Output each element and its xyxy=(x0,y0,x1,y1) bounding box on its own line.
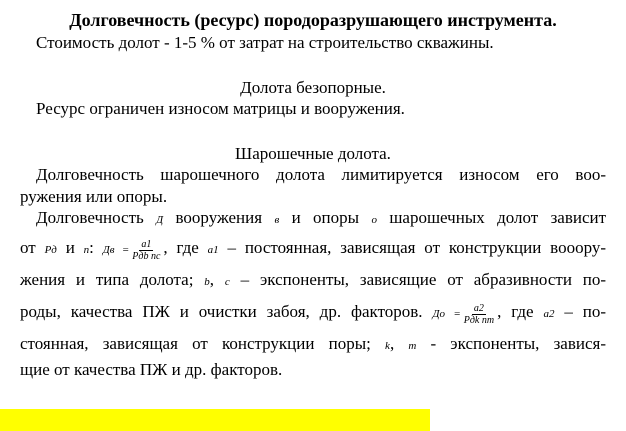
section-heading-roller-cone: Шарошечные долота. xyxy=(235,144,391,163)
fraction-denominator: Pдk nm xyxy=(463,314,495,326)
text-span: шарошечных долот зависит xyxy=(389,208,607,227)
para-line xyxy=(20,295,606,331)
symbol-D: Д xyxy=(156,214,164,226)
para-line: Долговечность шарошечного долота лимитируется износом его воо- xyxy=(36,165,606,184)
text-span: и опоры xyxy=(291,208,360,227)
text-span: стоянная, зависящая от конструкции поры; xyxy=(20,334,371,353)
highlight-bar xyxy=(0,409,430,431)
formula-lhs: До = xyxy=(432,308,461,320)
text-span: – постоянная, зависящая от конструкции вооору- xyxy=(227,238,607,257)
para-line xyxy=(20,231,606,267)
para-line xyxy=(20,331,606,359)
text-span: жения и типа долота; xyxy=(20,270,194,289)
section-heading-boreless: Долота безопорные. xyxy=(240,78,386,97)
fraction-numerator: a2 xyxy=(473,302,484,314)
fraction-denominator: Pдb nc xyxy=(132,250,161,262)
symbol-k: k xyxy=(385,340,390,352)
symbol-a2: a2 xyxy=(543,308,555,320)
text-span: – экспоненты, зависящие от абразивности по- xyxy=(240,270,607,289)
para-line xyxy=(20,267,606,295)
text-span: и xyxy=(65,238,75,257)
cost-line: Стоимость долот - 1-5 % от затрат на строительство скважины. xyxy=(36,33,494,52)
text-span: , где xyxy=(497,302,534,321)
symbol-P: Pд xyxy=(44,244,57,256)
paragraph-dependencies xyxy=(20,207,606,381)
text-span: , где xyxy=(163,238,199,257)
fraction xyxy=(131,239,161,262)
symbol-a1: a1 xyxy=(207,244,219,256)
text-span: – по- xyxy=(564,302,606,321)
page-title: Долговечность (ресурс) породоразрушающего инструмента. xyxy=(69,10,557,30)
text-span: , xyxy=(209,270,215,289)
formula-support xyxy=(432,302,497,326)
symbol-v: в xyxy=(274,214,280,226)
section-text-boreless: Ресурс ограничен износом матрицы и вооружения. xyxy=(36,99,405,118)
para-line: щие от качества ПЖ и др. факторов. xyxy=(20,360,283,379)
symbol-b: b xyxy=(204,276,210,288)
symbol-c: c xyxy=(224,276,230,288)
fraction xyxy=(463,303,495,326)
paragraph-roller-durability xyxy=(20,164,606,208)
symbol-m: m xyxy=(408,340,417,352)
text-span: вооружения xyxy=(175,208,263,227)
symbol-n: n xyxy=(83,244,90,256)
formula-lhs: Дв = xyxy=(102,244,130,256)
formula-armament xyxy=(102,238,164,262)
text-span: Долговечность xyxy=(36,208,144,227)
para-line xyxy=(20,207,606,231)
fraction-numerator: a1 xyxy=(141,238,152,250)
symbol-o: о xyxy=(371,214,377,226)
text-span: - экспоненты, завися- xyxy=(430,334,607,353)
text-span: , xyxy=(389,334,395,353)
text-span: : xyxy=(89,238,94,257)
para-line: ружения или опоры. xyxy=(20,187,168,206)
text-span: роды, качества ПЖ и очистки забоя, др. факторов. xyxy=(20,302,423,321)
text-span: от xyxy=(20,238,36,257)
